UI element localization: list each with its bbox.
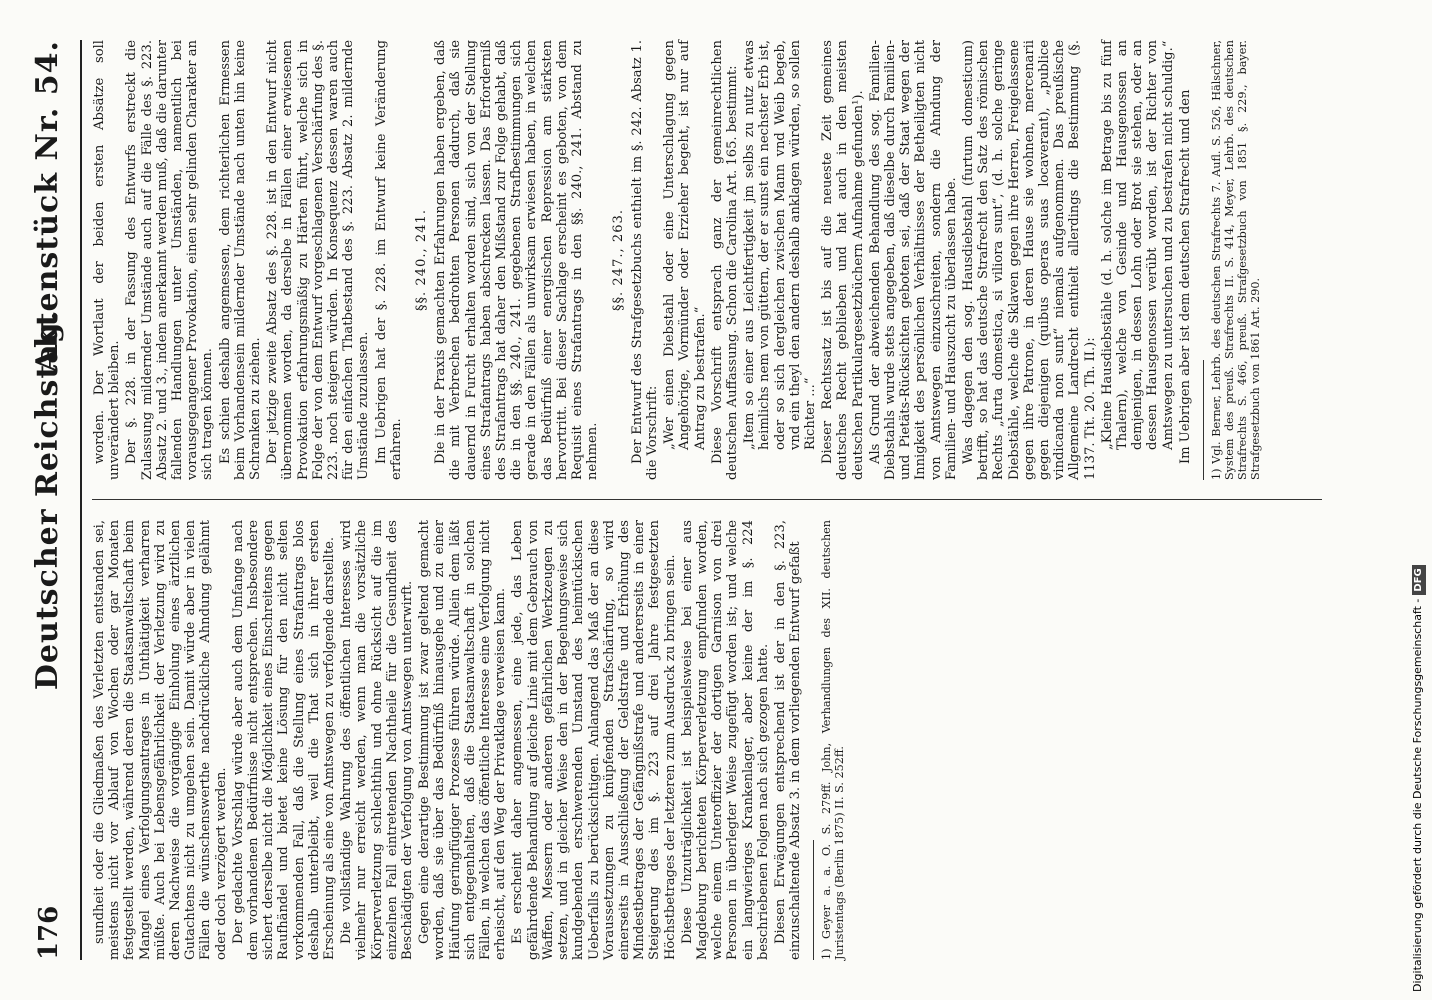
- quotation: „Item so einer aus Leichtfertigkeit jm selbs zu nutz etwas heimlichs nem von güttern, der er sunst ein nechster Erb ist, oder so sich dergleichen zwischen Mann vnd Weib begeb, vnd ein theyl den andern deshalb anklagen würden, so sollen Richter ...“: [742, 40, 818, 450]
- page-header: [20, 40, 82, 960]
- paragraph: Es erscheint daher angemessen, eine jede, das Leben gefährdende Behandlung auf gleiche Linie mit dem Gebrauch von Waffen, Messern oder anderen gefährlichen Werkzeugen zu setzen, und in gleicher Weise den in der Begehungsweise sich kundgebenden erschwerenden Umstand des heimtückischen Ueberfalls zu berücksichtigen. Anlangend das Maß der an diese Voraussetzungen zu knüpfenden Strafschärfung, so wird einerseits in Ausschließung der Geldstrafe und Erhöhung des Mindestbetrages der Gefängnißstrafe und andererseits in einer Steigerung des im §. 223 auf drei Jahre festgesetzten Höchstbetrages der letzteren zum Ausdruck zu bringen sein.: [510, 520, 678, 960]
- credit-text: Digitalisierung gefördert durch die Deutsche Forschungsgemeinschaft -: [1411, 598, 1424, 992]
- paragraph: Diesen Erwägungen entsprechend ist der in den §. 223, einzuschaltende Absatz 3. in dem vorliegenden Entwurf gefaßt: [772, 520, 804, 960]
- paragraph: Der jetzige zweite Absatz des §. 228. ist in den Entwurf nicht übernommen worden, da derselbe in Fällen einer erwiesenen Provokation erfahrungsmäßig zu Härten führt, welche sich in Folge der von dem Entwurf vorgeschlagenen Verschärfung des §. 223. noch steigern würden. In Konsequenz dessen waren auch für den einfachen Thatbestand des §. 223. Absatz 2. mildernde Umstände zuzulassen.: [265, 40, 372, 480]
- section-heading: §§. 247., 263.: [610, 208, 626, 312]
- paragraph: Der Entwurf des Strafgesetzbuchs enthielt im §. 242. Absatz 1. die Vorschrift:: [629, 40, 660, 480]
- footnote-divider: [813, 840, 814, 960]
- right-text-column: [92, 40, 1264, 480]
- footnote: 1) Vgl. Berner, Lehrb. des deutschen Strafrechts 7. Aufl. S. 526, Hälschner, System des preuß. Strafrechts II. S. 414, Meyer, Lehrb. des deutschen Strafrechts S. 466, preuß. Strafgesetzbuch von 1851 §. 229., bayer. Strafgesetzbuch von 1861 Art. 290.: [1210, 40, 1263, 480]
- left-text-column: [92, 520, 848, 960]
- paragraph: sundheit oder die Gliedmaßen des Verletzten entstanden sei, meistens nicht vor Ablauf von Wochen oder gar Monaten festgestellt werden, während deren die Staatsanwaltschaft beim Mangel eines Verfolgungsantrages in Unthätigkeit verharren müßte. Auch bei Lebensgefährlichkeit der Verletzung wird zu deren Nachweise die vorgängige Einholung eines ärztlichen Gutachtens nicht zu umgehen sein. Damit würde aber in vielen Fällen die wünschenswerthe nachdrückliche Ahndung gelähmt oder doch verzögert werden.: [92, 520, 229, 960]
- digitization-credit: [1404, 0, 1432, 1000]
- journal-title: Deutscher Reichstag.: [30, 309, 65, 691]
- column-divider: [92, 499, 1322, 500]
- paragraph: Der gedachte Vorschlag würde aber auch dem Umfange nach dem vorhandenen Bedürfnisse nicht entsprechen. Insbesondere sichert derselbe nicht die Möglichkeit eines Einschreitens gegen Raufhändel und bietet keine Lösung für den nicht selten vorkommenden Fall, daß die Stellung eines Strafantrags blos deshalb unterbleibt, weil die That sich in ihrer ersten Erscheinung als eine von Amtswegen zu verfolgende darstellte.: [230, 520, 338, 960]
- footnote: 1) Geyer a. a. O. S. 279ff. John, Verhandlungen des XII. deutschen Juristentags (Berlin 1875) II. S. 252ff.: [820, 520, 847, 960]
- paragraph: Was dagegen den sog. Hausdiebstahl (furtum domesticum) betrifft, so hat das deutsche Strafrecht den Satz des römischen Rechts „furta domestica, si viliora sunt“, (d. h. solche geringe Diebstähle, welche die Sklaven gegen ihre Herren, Freigelassene gegen ihre Patrone, in deren Hause sie wohnen, mercenarii gegen diejenigen (quibus operas suas locaverant), „publice vindicanda non sunt“ niemals aufgenommen. Das preußische Allgemeine Landrecht enthielt allerdings die Bestimmung (§. 1137. Tit. 20. Th. II.):: [960, 40, 1098, 480]
- paragraph: Die in der Praxis gemachten Erfahrungen haben ergeben, daß die mit Verbrechen bedrohten Personen dadurch, daß sie dauernd in Furcht erhalten worden sind, sich von der Stellung eines Strafantrags haben abschrecken lassen. Das Erforderniß des Strafantrags hat daher den Mißstand zur Folge gehabt, daß die in den §§. 240., 241. gegebenen Strafbestimmungen sich gerade in den Fällen als unwirksam erwiesen haben, in welchen das Bedürfniß einer energischen Repression am stärksten hervortritt. Bei dieser Sachlage erscheint es geboten, von dem Requisit eines Strafantrags in den §§. 240., 241. Abstand zu nehmen.: [433, 40, 601, 480]
- paragraph: Diese Vorschrift entsprach ganz der gemeinrechtlichen deutschen Auffassung. Schon die Carolina Art. 165. bestimmt:: [709, 40, 740, 480]
- quotation: „Kleine Hausdiebstähle (d. h. solche im Betrage bis zu fünf Thalern), welche von Gesinde und Hausgenossen an demjenigen, in dessen Lohn oder Brot sie stehen, oder an dessen Hausgenossen verübt worden, ist der Richter von Amtswegen zu untersuchen und zu bestrafen nicht schuldig.“: [1099, 40, 1176, 450]
- digitization-credit-strip: [1404, 0, 1432, 1000]
- paragraph: Gegen eine derartige Bestimmung ist zwar geltend gemacht worden, daß sie über das Bedürfniß hinausgehe und zu einer Häufung geringfügiger Prozesse führen würde. Allein dem läßt sich entgegenhalten, daß die Staatsanwaltschaft in solchen Fällen, in welchen das öffentliche Interesse eine Verfolgung nicht erheischt, auf den Weg der Privatklage verweisen kann.: [417, 520, 509, 960]
- paragraph: Im Uebrigen aber ist dem deutschen Strafrecht und den: [1177, 89, 1193, 464]
- paragraph: worden. Der Wortlaut der beiden ersten Absätze soll unverändert bleiben.: [92, 40, 123, 480]
- paragraph: Dieser Rechtssatz ist bis auf die neueste Zeit gemeines deutsches Recht geblieben und hat auch in den meisten deutschen Partikulargesetzbüchern Aufnahme gefunden¹).: [820, 40, 866, 480]
- paragraph: Es schien deshalb angemessen, dem richterlichen Ermessen beim Vorhandensein mildernder Umstände nach unten hin keine Schranken zu ziehen.: [217, 40, 264, 480]
- paragraph: Im Uebrigen hat der §. 228. im Entwurf keine Veränderung erfahren.: [373, 40, 404, 480]
- page-number: 176: [34, 905, 64, 960]
- paragraph: Als Grund der abweichenden Behandlung des sog. Familien-Diebstahls wurde stets angegeben, daß dieselbe durch Familien- und Pietäts-Rücksichten geboten sei, daß der Staat wegen der Innigkeit des persönlichen Verhältnisses der Betheiligten nicht von Amtswegen einzuschreiten, sondern die Ahndung der Familien- und Hauszucht zu überlassen habe.: [867, 40, 959, 480]
- paragraph: Diese Unzuträglichkeit ist beispielsweise bei einer aus Magdeburg berichteten Körperverletzung empfunden worden, welche einem Unteroffizier der dortigen Garnison von drei Personen in überlegter Weise zugefügt worden ist; und welche ein langwieriges Krankenlager, aber keine der im §. 224 beschriebenen Folgen nach sich gezogen hatte.: [679, 520, 771, 960]
- document-title: Aktenstück Nr. 54.: [30, 40, 65, 373]
- dfg-logo: DFG: [1412, 565, 1426, 594]
- section-heading: §§. 240., 241.: [414, 208, 430, 312]
- quotation: „Wer einen Diebstahl oder eine Unterschlagung gegen Angehörige, Vormünder oder Erzieher begeht, ist nur auf Antrag zu bestrafen.“: [662, 40, 708, 450]
- paragraph: Die vollständige Wahrung des öffentlichen Interesses wird vielmehr nur erreicht werden, wenn man die vorsätzliche Körperverletzung schlechthin und ohne Rücksicht auf die im einzelnen Fall eintretenden Nachtheile für die Gesundheit des Beschädigten der Verfolgung von Amtswegen unterwirft.: [339, 520, 416, 960]
- paragraph: Der §. 228. in der Fassung des Entwurfs erstreckt die Zulassung mildernder Umstände auch auf die Fälle des §. 223. Absatz 2. und 3., indem anerkannt werden muß, daß die darunter fallenden Handlungen unter Umständen, namentlich bei vorausgegangener Provokation, einen sehr gelinden Charakter an sich tragen können.: [124, 40, 216, 480]
- footnote-divider: [1203, 360, 1204, 480]
